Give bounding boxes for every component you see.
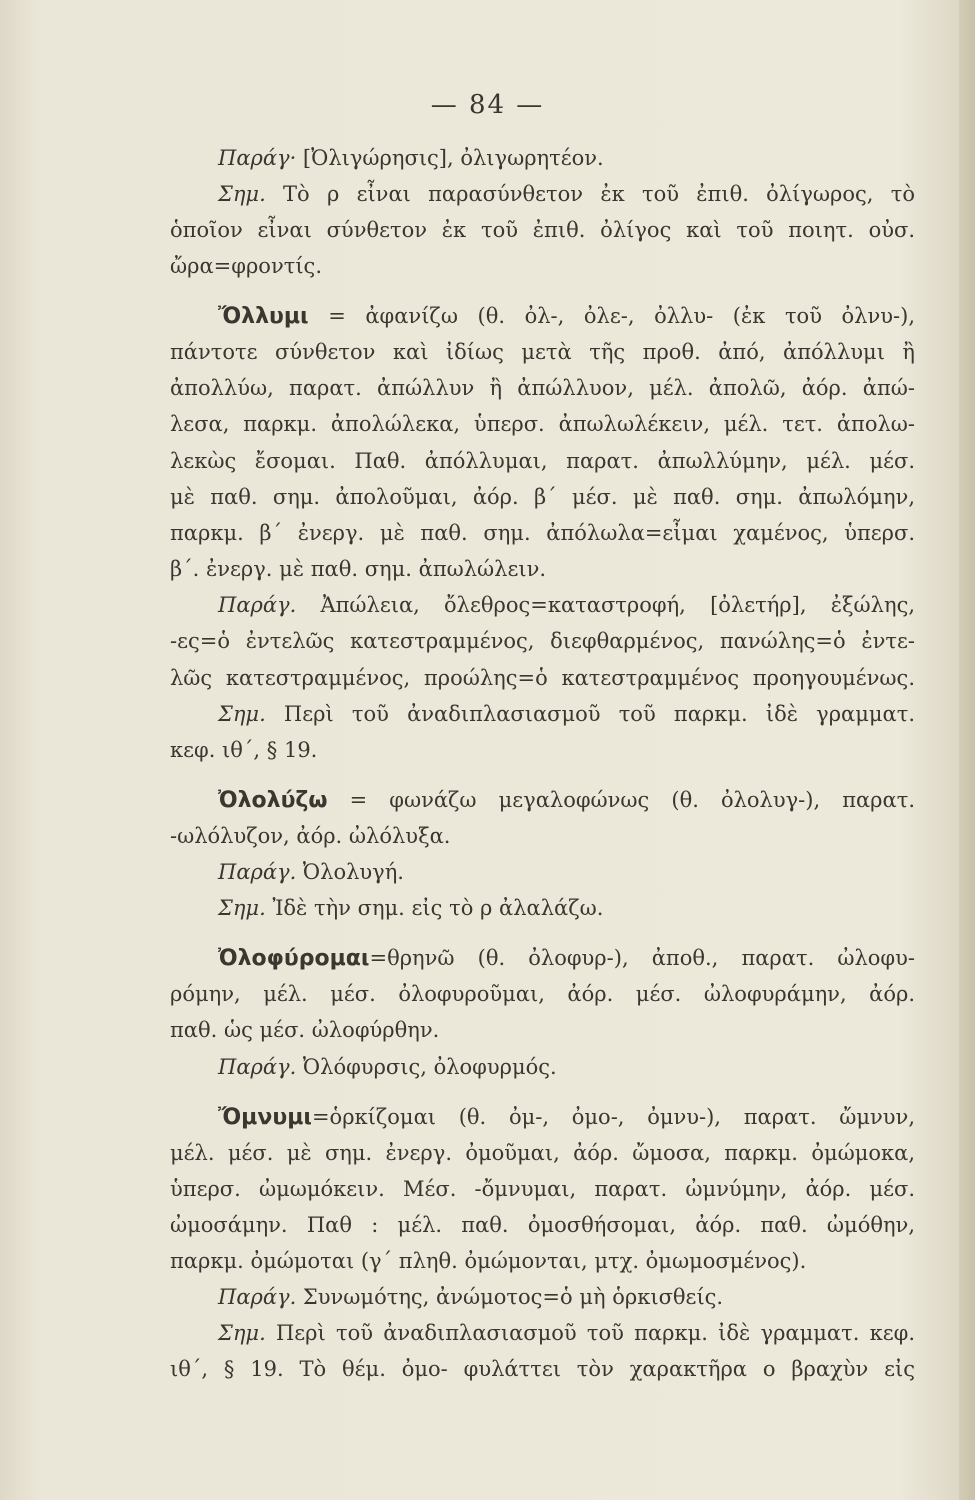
line-text: παρκμ. β΄ ἐνεργ. μὲ παθ. σημ. ἀπόλωλα=εἶμαι χαμένος, ὑπερσ. [170,521,915,545]
section-label: Παράγ. [218,593,297,617]
text-line [170,1314,915,1352]
text-line [170,586,915,624]
line-text: ὠμοσάμην. Παθ : μέλ. παθ. ὀμοσθήσομαι, ἀόρ. παθ. ὠμόθην, [170,1213,915,1237]
text-line [170,333,915,371]
section-label: Σημ. [218,1321,266,1345]
headword: Ὄμνυμι [218,1105,312,1130]
line-text: Ἀπώλεια, ὄλεθρος=καταστροφή, [ὀλετήρ], ἐξώλης, [296,593,915,617]
text-line [170,975,915,1013]
line-text: -ες=ὁ ἐντελῶς κατεστραμμένος, διεφθαρμένος, πανώλης=ὁ ἐντε- [170,629,915,653]
text-line [170,817,915,855]
line-text: ὑπερσ. ὠμωμόκειν. Μέσ. -ὄμνυμαι, παρατ. ὠμνύμην, ἀόρ. μέσ. [170,1177,915,1201]
text-line [170,1011,915,1049]
line-text: = ἀφανίζω (θ. ὀλ-, ὀλε-, ὀλλυ- (ἐκ τοῦ ὀλνυ-), [308,304,915,328]
line-text: πάντοτε σύνθετον καὶ ἰδίως μετὰ τῆς προθ. ἀπό, ἀπόλλυμι ἢ [170,340,915,364]
text-line [170,405,915,443]
line-text: -ωλόλυζον, ἀόρ. ὠλόλυξα. [170,824,451,848]
text-line [170,1350,915,1388]
text-line [170,1170,915,1208]
section-label: Σημ. [218,702,266,726]
text-line [170,1134,915,1172]
line-text: ιθ΄, § 19. Τὸ θέμ. ὀμο- φυλάττει τὸν χαρακτῆρα ο βραχὺν εἰς [170,1357,915,1381]
section-label: Σημ. [218,182,266,206]
line-text: Ὀλόφυρσις, ὀλοφυρμός. [296,1055,557,1079]
text-line [170,853,915,891]
text-line [170,1242,915,1280]
line-text: β΄. ἐνεργ. μὲ παθ. σημ. ἀπωλώλειν. [170,557,547,581]
line-text: κεφ. ιθ΄, § 19. [170,738,318,762]
line-text: παρκμ. ὀμώμοται (γ΄ πληθ. ὀμώμονται, μτχ. ὀμωμοσμένος). [170,1249,807,1273]
page-edge [959,0,975,1500]
line-text: λῶς κατεστραμμένος, προώλης=ὁ κατεστραμμένος προηγουμένως. [170,666,915,690]
text-line [170,247,915,285]
page-number: — 84 — [430,90,545,120]
line-text: λεκὼς ἔσομαι. Παθ. ἀπόλλυμαι, παρατ. ἀπωλλύμην, μέλ. μέσ. [170,449,915,473]
line-text: λεσα, παρκμ. ἀπολώλεκα, ὑπερσ. ἀπωλωλέκειν, μέλ. τετ. ἀπολω- [170,412,915,436]
text-line [170,175,915,213]
text-line [170,478,915,516]
section-label: Παράγ. [218,860,297,884]
text-line [170,211,915,249]
text-line [170,1098,915,1136]
text-line [170,1206,915,1244]
text-line [170,297,915,335]
line-text: Ἰδὲ τὴν σημ. εἰς τὸ ρ ἀλαλάζω. [265,896,604,920]
line-text: ἀπολλύω, παρατ. ἀπώλλυν ἢ ἀπώλλυον, μέλ. ἀπολῶ, ἀόρ. ἀπώ- [170,376,915,400]
text-line [170,781,915,819]
text-line [170,139,915,177]
line-text: =θρηνῶ (θ. ὀλοφυρ-), ἀποθ., παρατ. ὠλοφυ- [369,946,915,970]
line-text: παθ. ὡς μέσ. ὠλοφύρθην. [170,1018,440,1042]
line-text: Ὀλολυγή. [296,860,404,884]
headword: Ὀλοφύρομαι [218,946,370,971]
line-text: ρόμην, μέλ. μέσ. ὀλοφυροῦμαι, ἀόρ. μέσ. ὠλοφυράμην, ἀόρ. [170,982,915,1006]
text-line [170,369,915,407]
line-text: ὁποῖον εἶναι σύνθετον ἐκ τοῦ ἐπιθ. ὀλίγος καὶ τοῦ ποιητ. οὐσ. [170,218,915,242]
text-line [170,1048,915,1086]
text-line [170,659,915,697]
section-label: Σημ. [218,896,266,920]
text-line [170,939,915,977]
text-line [170,622,915,660]
text-line [170,550,915,588]
line-text: μὲ παθ. σημ. ἀπολοῦμαι, ἀόρ. β΄ μέσ. μὲ παθ. σημ. ἀπωλόμην, [170,485,915,509]
line-text: Περὶ τοῦ ἀναδιπλασιασμοῦ τοῦ παρκμ. ἰδὲ γραμματ. [265,702,915,726]
text-line [170,514,915,552]
headword: Ὀλολύζω [218,788,328,813]
section-label: Παράγ. [218,1285,297,1309]
line-text: Τὸ ρ εἶναι παρασύνθετον ἐκ τοῦ ἐπιθ. ὀλίγωρος, τὸ [265,182,915,206]
section-label: Παράγ. [218,1055,297,1079]
line-text: = φωνάζω μεγαλοφώνως (θ. ὀλολυγ-), παρατ. [327,788,915,812]
line-text: Συνωμότης, ἀνώμοτος=ὁ μὴ ὁρκισθείς. [296,1285,724,1309]
text-line [170,695,915,733]
text-line [170,889,915,927]
line-text: ὤρα=φροντίς. [170,254,322,278]
text-line [170,731,915,769]
line-text: Περὶ τοῦ ἀναδιπλασιασμοῦ τοῦ παρκμ. ἰδὲ γραμματ. κεφ. [265,1321,915,1345]
line-text: =ὁρκίζομαι (θ. ὀμ-, ὀμο-, ὀμνυ-), παρατ. ὤμνυν, [311,1105,915,1129]
text-line [170,1278,915,1316]
line-text: [Ὀλιγώρησις], ὀλιγωρητέον. [296,146,604,170]
text-line [170,442,915,480]
section-label: Παράγ· [218,146,297,170]
line-text: μέλ. μέσ. μὲ σημ. ἐνεργ. ὀμοῦμαι, ἀόρ. ὤμοσα, παρκμ. ὀμώμοκα, [170,1141,915,1165]
headword: Ὄλλυμι [218,304,309,329]
